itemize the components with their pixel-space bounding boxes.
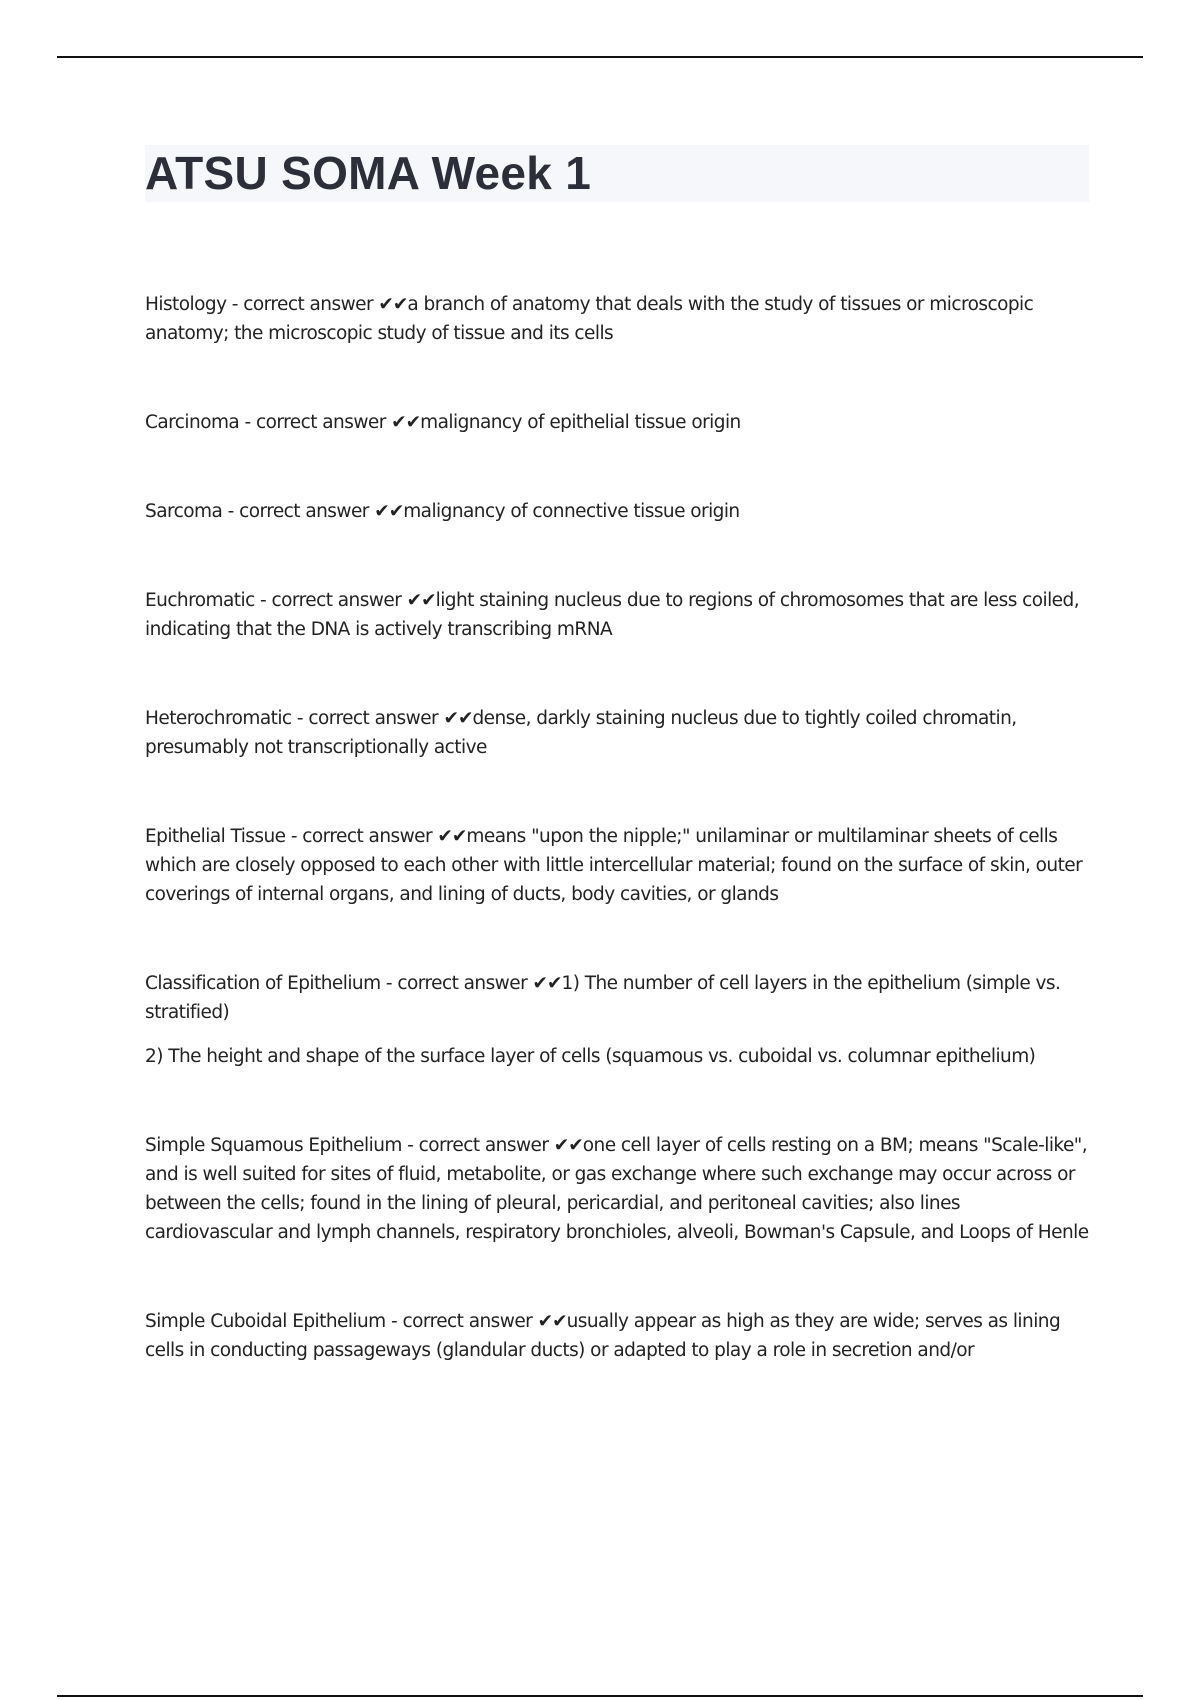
- entry-answer: means "upon the nipple;" unilaminar or multilaminar sheets of cells which are closely opposed to each other with little intercellular material; found on the surface of skin, outer coverings of internal organs, and lining of ducts, body cavities, or glands: [145, 826, 1083, 905]
- double-check-icon: ✔✔: [391, 412, 421, 433]
- double-check-icon: ✔✔: [378, 294, 408, 315]
- entry-term: Simple Cuboidal Epithelium: [145, 1311, 386, 1332]
- entry-term: Euchromatic: [145, 590, 255, 611]
- document-title: ATSU SOMA Week 1: [145, 147, 592, 199]
- entry-answer: light staining nucleus due to regions of chromosomes that are less coiled, indicating that the DNA is actively transcribing mRNA: [145, 590, 1080, 640]
- flashcard-entry: [145, 408, 1090, 437]
- entry-term: Sarcoma: [145, 501, 223, 522]
- entry-separator: - correct answer: [226, 294, 379, 315]
- double-check-icon: ✔✔: [532, 973, 562, 994]
- entry-text: [145, 704, 1090, 762]
- entry-text: [145, 1131, 1090, 1247]
- entry-answer: usually appear as high as they are wide; serves as lining cells in conducting passageways (glandular ducts) or adapted to play a role in secretion and/or: [145, 1311, 1061, 1361]
- entry-separator: - correct answer: [254, 590, 407, 611]
- entry-separator: - correct answer: [285, 826, 438, 847]
- entry-answer: dense, darkly staining nucleus due to tightly coiled chromatin, presumably not transcriptionally active: [145, 708, 1017, 758]
- entry-answer: one cell layer of cells resting on a BM; means "Scale-like", and is well suited for sites of fluid, metabolite, or gas exchange where such exchange may occur across or between the cells; found in the lining of pleural, pericardial, and peritoneal cavities; also lines cardiovascular and lymph channels, respiratory bronchioles, alveoli, Bowman's Capsule, and Loops of Henle: [145, 1135, 1089, 1243]
- entry-text: [145, 969, 1090, 1027]
- double-check-icon: ✔✔: [443, 708, 473, 729]
- flashcard-list: [145, 290, 1090, 1425]
- entry-term: Epithelial Tissue: [145, 826, 286, 847]
- double-check-icon: ✔✔: [553, 1135, 583, 1156]
- entry-term: Histology: [145, 294, 227, 315]
- flashcard-entry: [145, 497, 1090, 526]
- entry-text: [145, 290, 1090, 348]
- entry-separator: - correct answer: [291, 708, 444, 729]
- entry-term: Classification of Epithelium: [145, 973, 381, 994]
- entry-separator: - correct answer: [380, 973, 533, 994]
- flashcard-entry: [145, 290, 1090, 348]
- entry-answer: malignancy of epithelial tissue origin: [420, 412, 741, 433]
- double-check-icon: ✔✔: [537, 1311, 567, 1332]
- entry-term: Heterochromatic: [145, 708, 292, 729]
- flashcard-entry: [145, 969, 1090, 1071]
- entry-term: Simple Squamous Epithelium: [145, 1135, 402, 1156]
- double-check-icon: ✔✔: [374, 501, 404, 522]
- double-check-icon: ✔✔: [406, 590, 436, 611]
- flashcard-entry: [145, 1131, 1090, 1247]
- entry-answer: 1) The number of cell layers in the epithelium (simple vs. stratified): [145, 973, 1061, 1023]
- entry-separator: - correct answer: [239, 412, 392, 433]
- entry-separator: - correct answer: [222, 501, 375, 522]
- entry-text: [145, 822, 1090, 909]
- entry-text: [145, 586, 1090, 644]
- flashcard-entry: [145, 1307, 1090, 1365]
- entry-answer: malignancy of connective tissue origin: [403, 501, 740, 522]
- entry-text: [145, 408, 1090, 437]
- entry-text: [145, 497, 1090, 526]
- flashcard-entry: [145, 704, 1090, 762]
- double-check-icon: ✔✔: [437, 826, 467, 847]
- entry-answer-continued: 2) The height and shape of the surface layer of cells (squamous vs. cuboidal vs. columnar epithelium): [145, 1046, 1036, 1067]
- entry-answer: a branch of anatomy that deals with the study of tissues or microscopic anatomy; the microscopic study of tissue and its cells: [145, 294, 1034, 344]
- page-bottom-rule: [57, 1695, 1143, 1697]
- entry-separator: - correct answer: [401, 1135, 554, 1156]
- flashcard-entry: [145, 822, 1090, 909]
- entry-separator: - correct answer: [385, 1311, 538, 1332]
- flashcard-entry: [145, 586, 1090, 644]
- entry-text: [145, 1307, 1090, 1365]
- page-top-rule: [57, 56, 1143, 58]
- entry-term: Carcinoma: [145, 412, 240, 433]
